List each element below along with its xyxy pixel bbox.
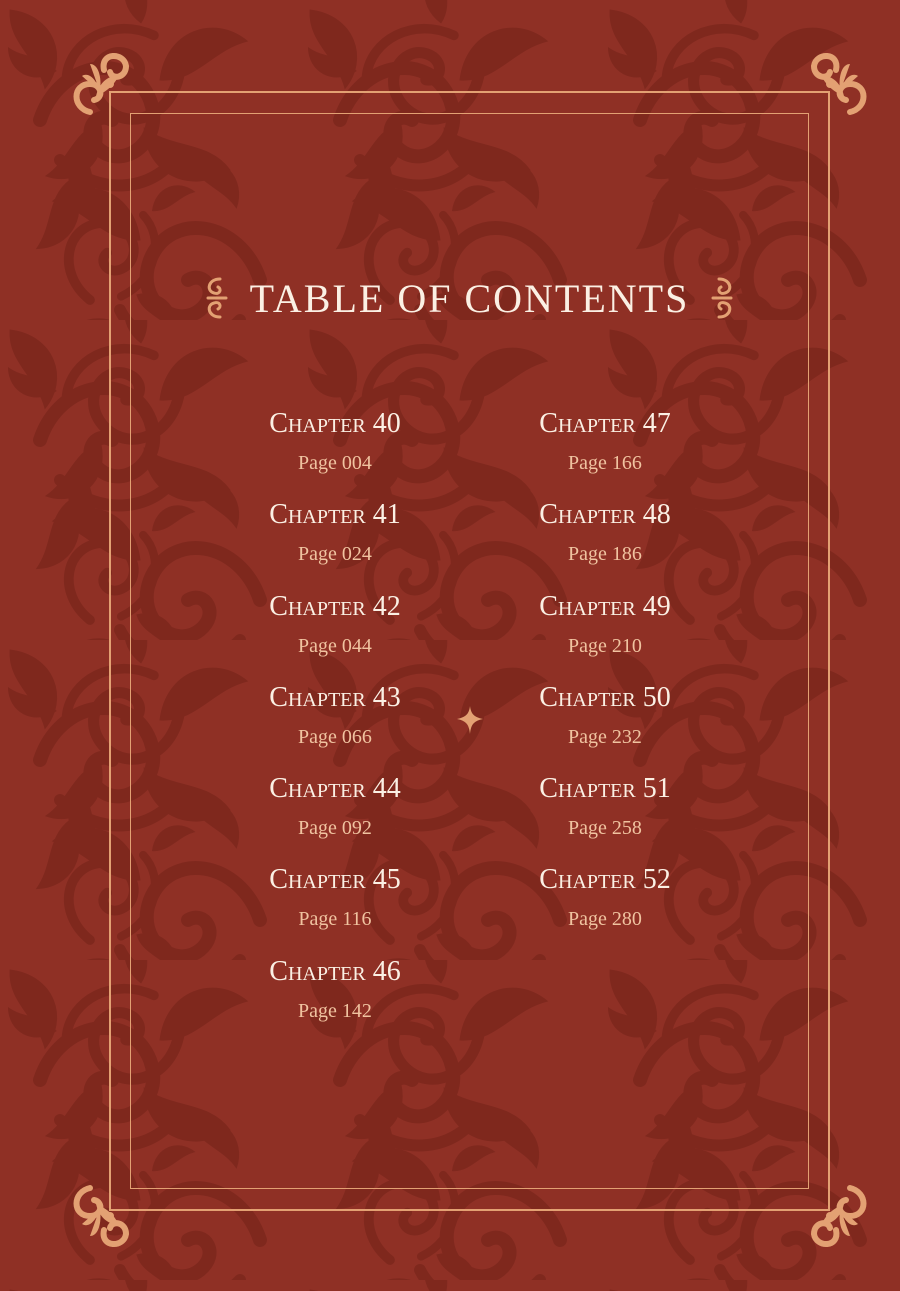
toc-entry[interactable] xyxy=(539,402,670,493)
chapter-title: Chapter 45 xyxy=(269,864,401,896)
toc-entry[interactable] xyxy=(269,493,400,584)
toc-entry[interactable] xyxy=(269,767,400,858)
corner-flourish-icon xyxy=(780,50,870,140)
page-number: Page 258 xyxy=(568,817,642,840)
scroll-ornament-icon xyxy=(202,275,228,321)
chapter-title: Chapter 40 xyxy=(269,408,401,439)
toc-entry[interactable] xyxy=(269,585,400,676)
toc-entry[interactable] xyxy=(539,767,670,858)
chapter-title: Chapter 41 xyxy=(269,499,401,531)
chapter-title: Chapter 47 xyxy=(539,408,671,439)
toc-column-left xyxy=(205,402,465,1041)
toc-entry[interactable] xyxy=(539,858,670,949)
page-number: Page 066 xyxy=(298,725,372,748)
toc-entry[interactable] xyxy=(269,858,400,949)
chapter-title: Chapter 46 xyxy=(269,955,401,987)
page-number: Page 044 xyxy=(298,634,372,657)
page-number: Page 092 xyxy=(298,817,372,840)
page-number: Page 116 xyxy=(298,908,372,931)
page-number: Page 280 xyxy=(568,908,642,931)
page-title: TABLE OF CONTENTS xyxy=(249,275,690,321)
toc-entry[interactable] xyxy=(269,676,400,767)
page-number: Page 024 xyxy=(298,543,372,566)
chapter-title: Chapter 52 xyxy=(539,864,671,896)
page-number: Page 232 xyxy=(568,725,642,748)
chapter-title: Chapter 44 xyxy=(269,773,401,805)
page-number: Page 004 xyxy=(298,452,372,474)
chapter-title: Chapter 43 xyxy=(269,681,401,713)
page-number: Page 210 xyxy=(568,634,642,657)
chapter-title: Chapter 49 xyxy=(539,590,671,622)
corner-flourish-icon xyxy=(70,50,160,140)
page-number: Page 142 xyxy=(298,999,372,1022)
page-number: Page 186 xyxy=(568,543,642,566)
page-number: Page 166 xyxy=(568,452,642,474)
chapter-title: Chapter 48 xyxy=(539,499,671,531)
toc-entry[interactable] xyxy=(539,493,670,584)
title-row xyxy=(130,268,809,328)
toc-column-right xyxy=(475,402,735,950)
toc-entry[interactable] xyxy=(539,676,670,767)
toc-entry[interactable] xyxy=(269,950,400,1041)
corner-flourish-icon xyxy=(780,1160,870,1250)
toc-entry[interactable] xyxy=(539,585,670,676)
chapter-title: Chapter 50 xyxy=(539,681,671,713)
chapter-title: Chapter 51 xyxy=(539,773,671,805)
chapter-title: Chapter 42 xyxy=(269,590,401,622)
scroll-ornament-icon xyxy=(711,275,737,321)
corner-flourish-icon xyxy=(70,1160,160,1250)
toc-entry[interactable] xyxy=(269,402,400,493)
